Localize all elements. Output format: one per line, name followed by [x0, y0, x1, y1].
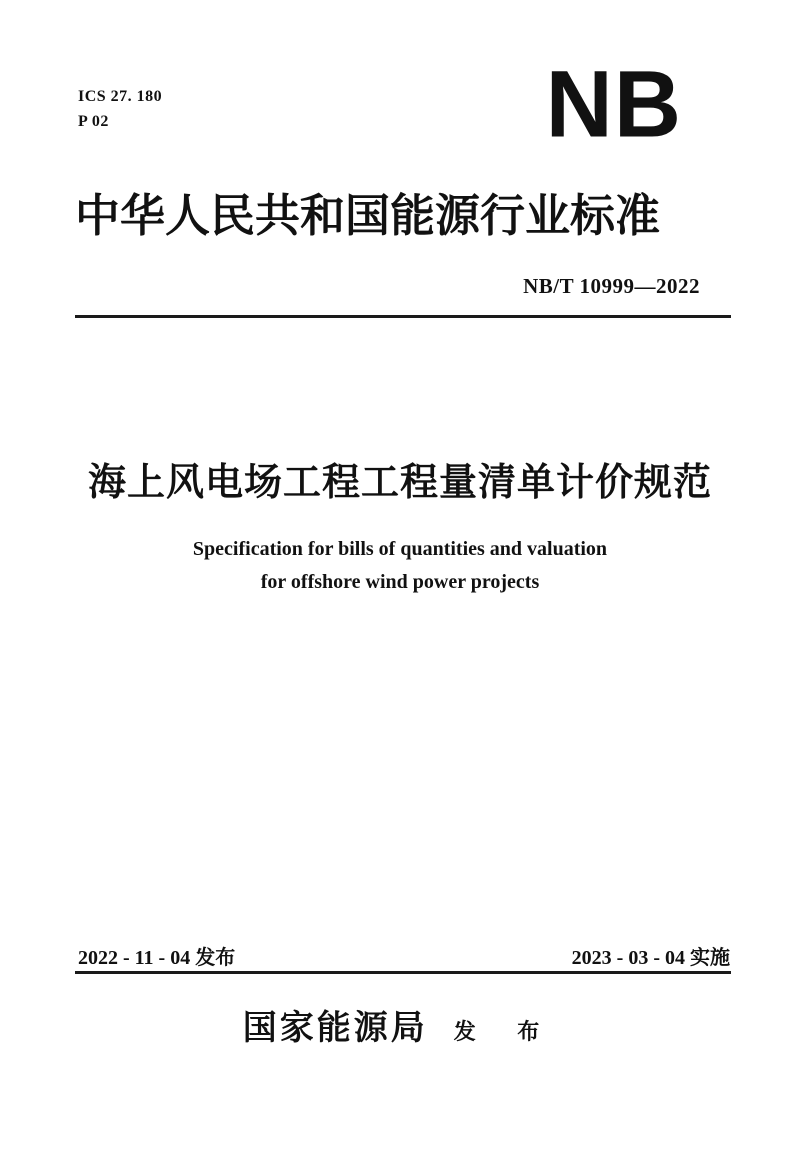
- nb-logo: NB: [545, 50, 682, 158]
- standard-number: NB/T 10999—2022: [523, 274, 700, 298]
- classification-codes: [78, 84, 162, 134]
- doc-class-code: P 02: [78, 113, 109, 130]
- document-title-english-line2: for offshore wind power projects: [260, 571, 540, 593]
- document-title-english-line1: Specification for bills of quantities and valuation: [192, 538, 608, 560]
- document-title-english: [0, 533, 800, 599]
- document-title-chinese: 海上风电场工程工程量清单计价规范: [87, 462, 712, 504]
- implement-date: 2023 - 03 - 04 实施: [571, 947, 730, 969]
- ics-code: ICS 27. 180: [78, 88, 163, 105]
- publisher-action-label: 发 布: [453, 1019, 558, 1044]
- standard-category-text: 中华人民共和国能源行业标准: [75, 191, 661, 241]
- publisher-name: 国家能源局: [242, 1010, 428, 1047]
- bottom-divider-rule: [75, 971, 731, 974]
- dates-row: [78, 941, 730, 970]
- publisher-row: [0, 1000, 800, 1049]
- issue-date: 2022 - 11 - 04 发布: [78, 947, 236, 969]
- standard-category-title: [75, 188, 731, 244]
- top-divider-rule: [75, 315, 731, 318]
